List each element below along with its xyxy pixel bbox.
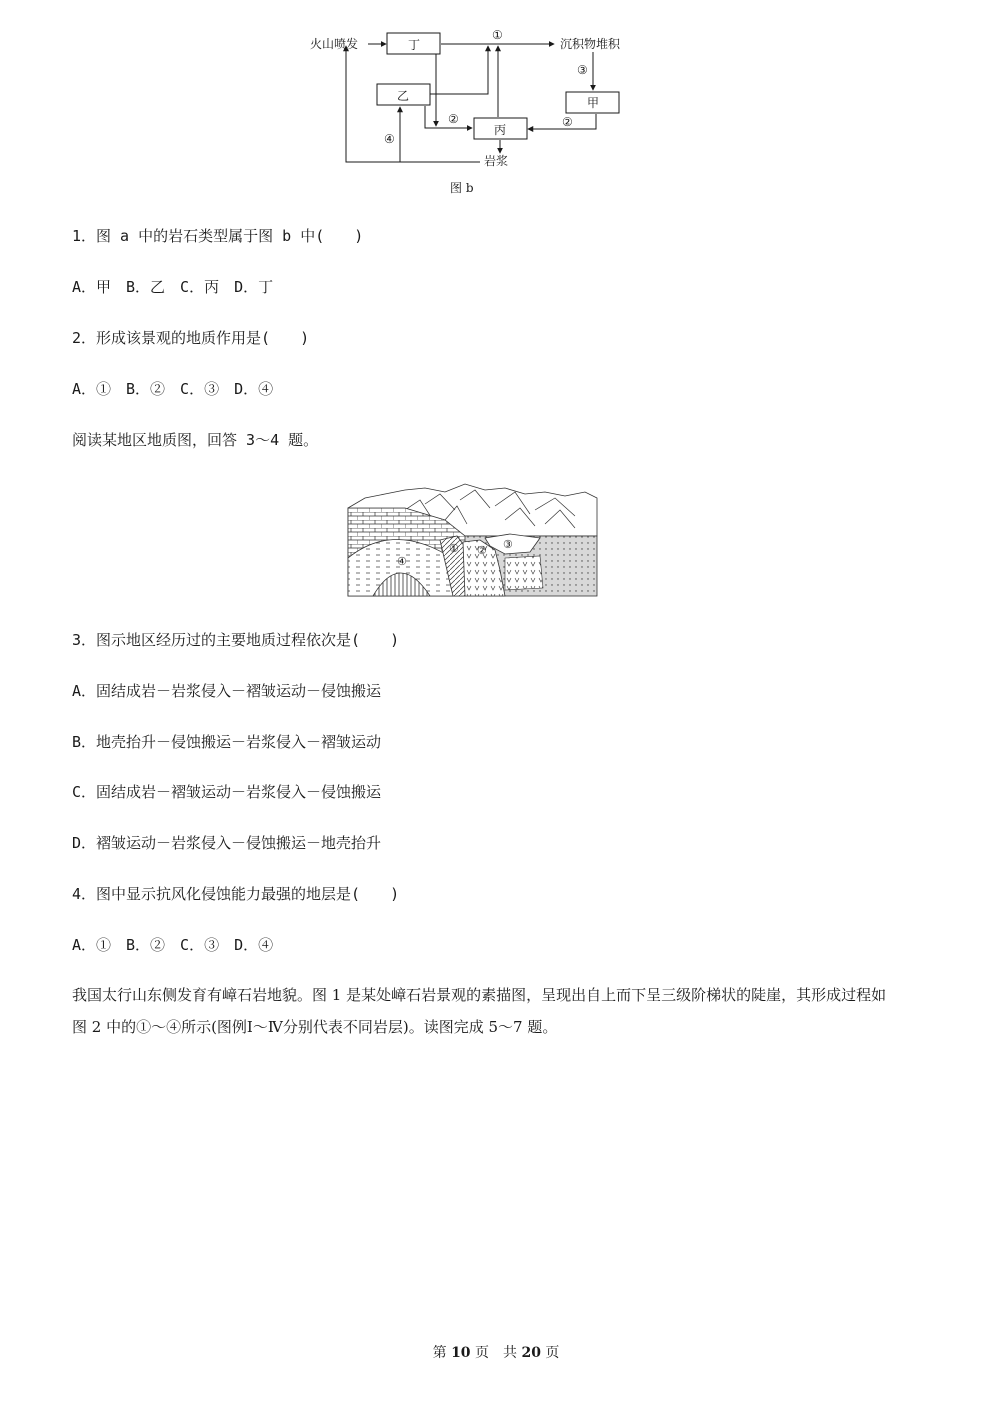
question-3-option-c: C．固结成岩－褶皱运动－岩浆侵入－侵蚀搬运 bbox=[72, 783, 382, 801]
node-yi: 乙 bbox=[397, 89, 410, 103]
question-2-options: A．① B．② C．③ D．④ bbox=[72, 380, 274, 398]
page-footer bbox=[0, 1342, 992, 1362]
marker-4: ④ bbox=[384, 132, 395, 146]
question-4-options: A．① B．② C．③ D．④ bbox=[72, 936, 274, 954]
footer-total-pages: 20 bbox=[521, 1345, 541, 1361]
node-ding: 丁 bbox=[408, 38, 421, 52]
geo-label-4: ④ bbox=[397, 555, 407, 568]
footer-suffix: 页 bbox=[545, 1345, 560, 1361]
marker-2a: ② bbox=[448, 112, 459, 126]
geo-label-2: ② bbox=[477, 544, 487, 557]
intro-3-4: 阅读某地区地质图，回答 3～4 题。 bbox=[72, 431, 319, 449]
question-3-stem: 3．图示地区经历过的主要地质过程依次是( ) bbox=[72, 631, 400, 649]
node-magma: 岩浆 bbox=[484, 154, 509, 168]
geo-label-1: ① bbox=[449, 542, 459, 555]
footer-prefix: 第 bbox=[432, 1345, 447, 1361]
node-sediment: 沉积物堆积 bbox=[560, 37, 621, 51]
footer-middle: 页 共 bbox=[475, 1345, 517, 1361]
footer-page-number: 10 bbox=[451, 1345, 471, 1361]
intro-5-7: 我国太行山东侧发育有嶂石岩地貌。图 1 是某处嶂石岩景观的素描图，呈现出自上而下呈三级阶梯状的陡崖，其形成过程如图 2 中的①～④所示(图例Ⅰ～Ⅳ分别代表不同岩层)。读图完成 5～7 题。 bbox=[72, 986, 887, 1036]
geology-section-figure bbox=[345, 480, 600, 600]
question-4-stem: 4．图中显示抗风化侵蚀能力最强的地层是( ) bbox=[72, 885, 400, 903]
question-1-options: A．甲 B．乙 C．丙 D．丁 bbox=[72, 278, 274, 296]
question-3-option-b: B．地壳抬升－侵蚀搬运－岩浆侵入－褶皱运动 bbox=[72, 733, 382, 751]
node-jia: 甲 bbox=[587, 96, 600, 110]
rock-cycle-diagram bbox=[300, 24, 640, 194]
node-bing: 丙 bbox=[494, 123, 507, 137]
figure-b-caption: 图 b bbox=[450, 181, 474, 195]
geo-label-3: ③ bbox=[503, 538, 513, 551]
question-3-option-a: A．固结成岩－岩浆侵入－褶皱运动－侵蚀搬运 bbox=[72, 682, 382, 700]
marker-3: ③ bbox=[577, 63, 588, 77]
marker-2b: ② bbox=[562, 115, 573, 129]
question-1-stem: 1．图 a 中的岩石类型属于图 b 中( ) bbox=[72, 227, 364, 245]
marker-1: ① bbox=[492, 28, 503, 42]
question-3-option-d: D．褶皱运动－岩浆侵入－侵蚀搬运－地壳抬升 bbox=[72, 834, 382, 852]
question-2-stem: 2．形成该景观的地质作用是( ) bbox=[72, 329, 310, 347]
node-volcano: 火山喷发 bbox=[310, 37, 359, 51]
